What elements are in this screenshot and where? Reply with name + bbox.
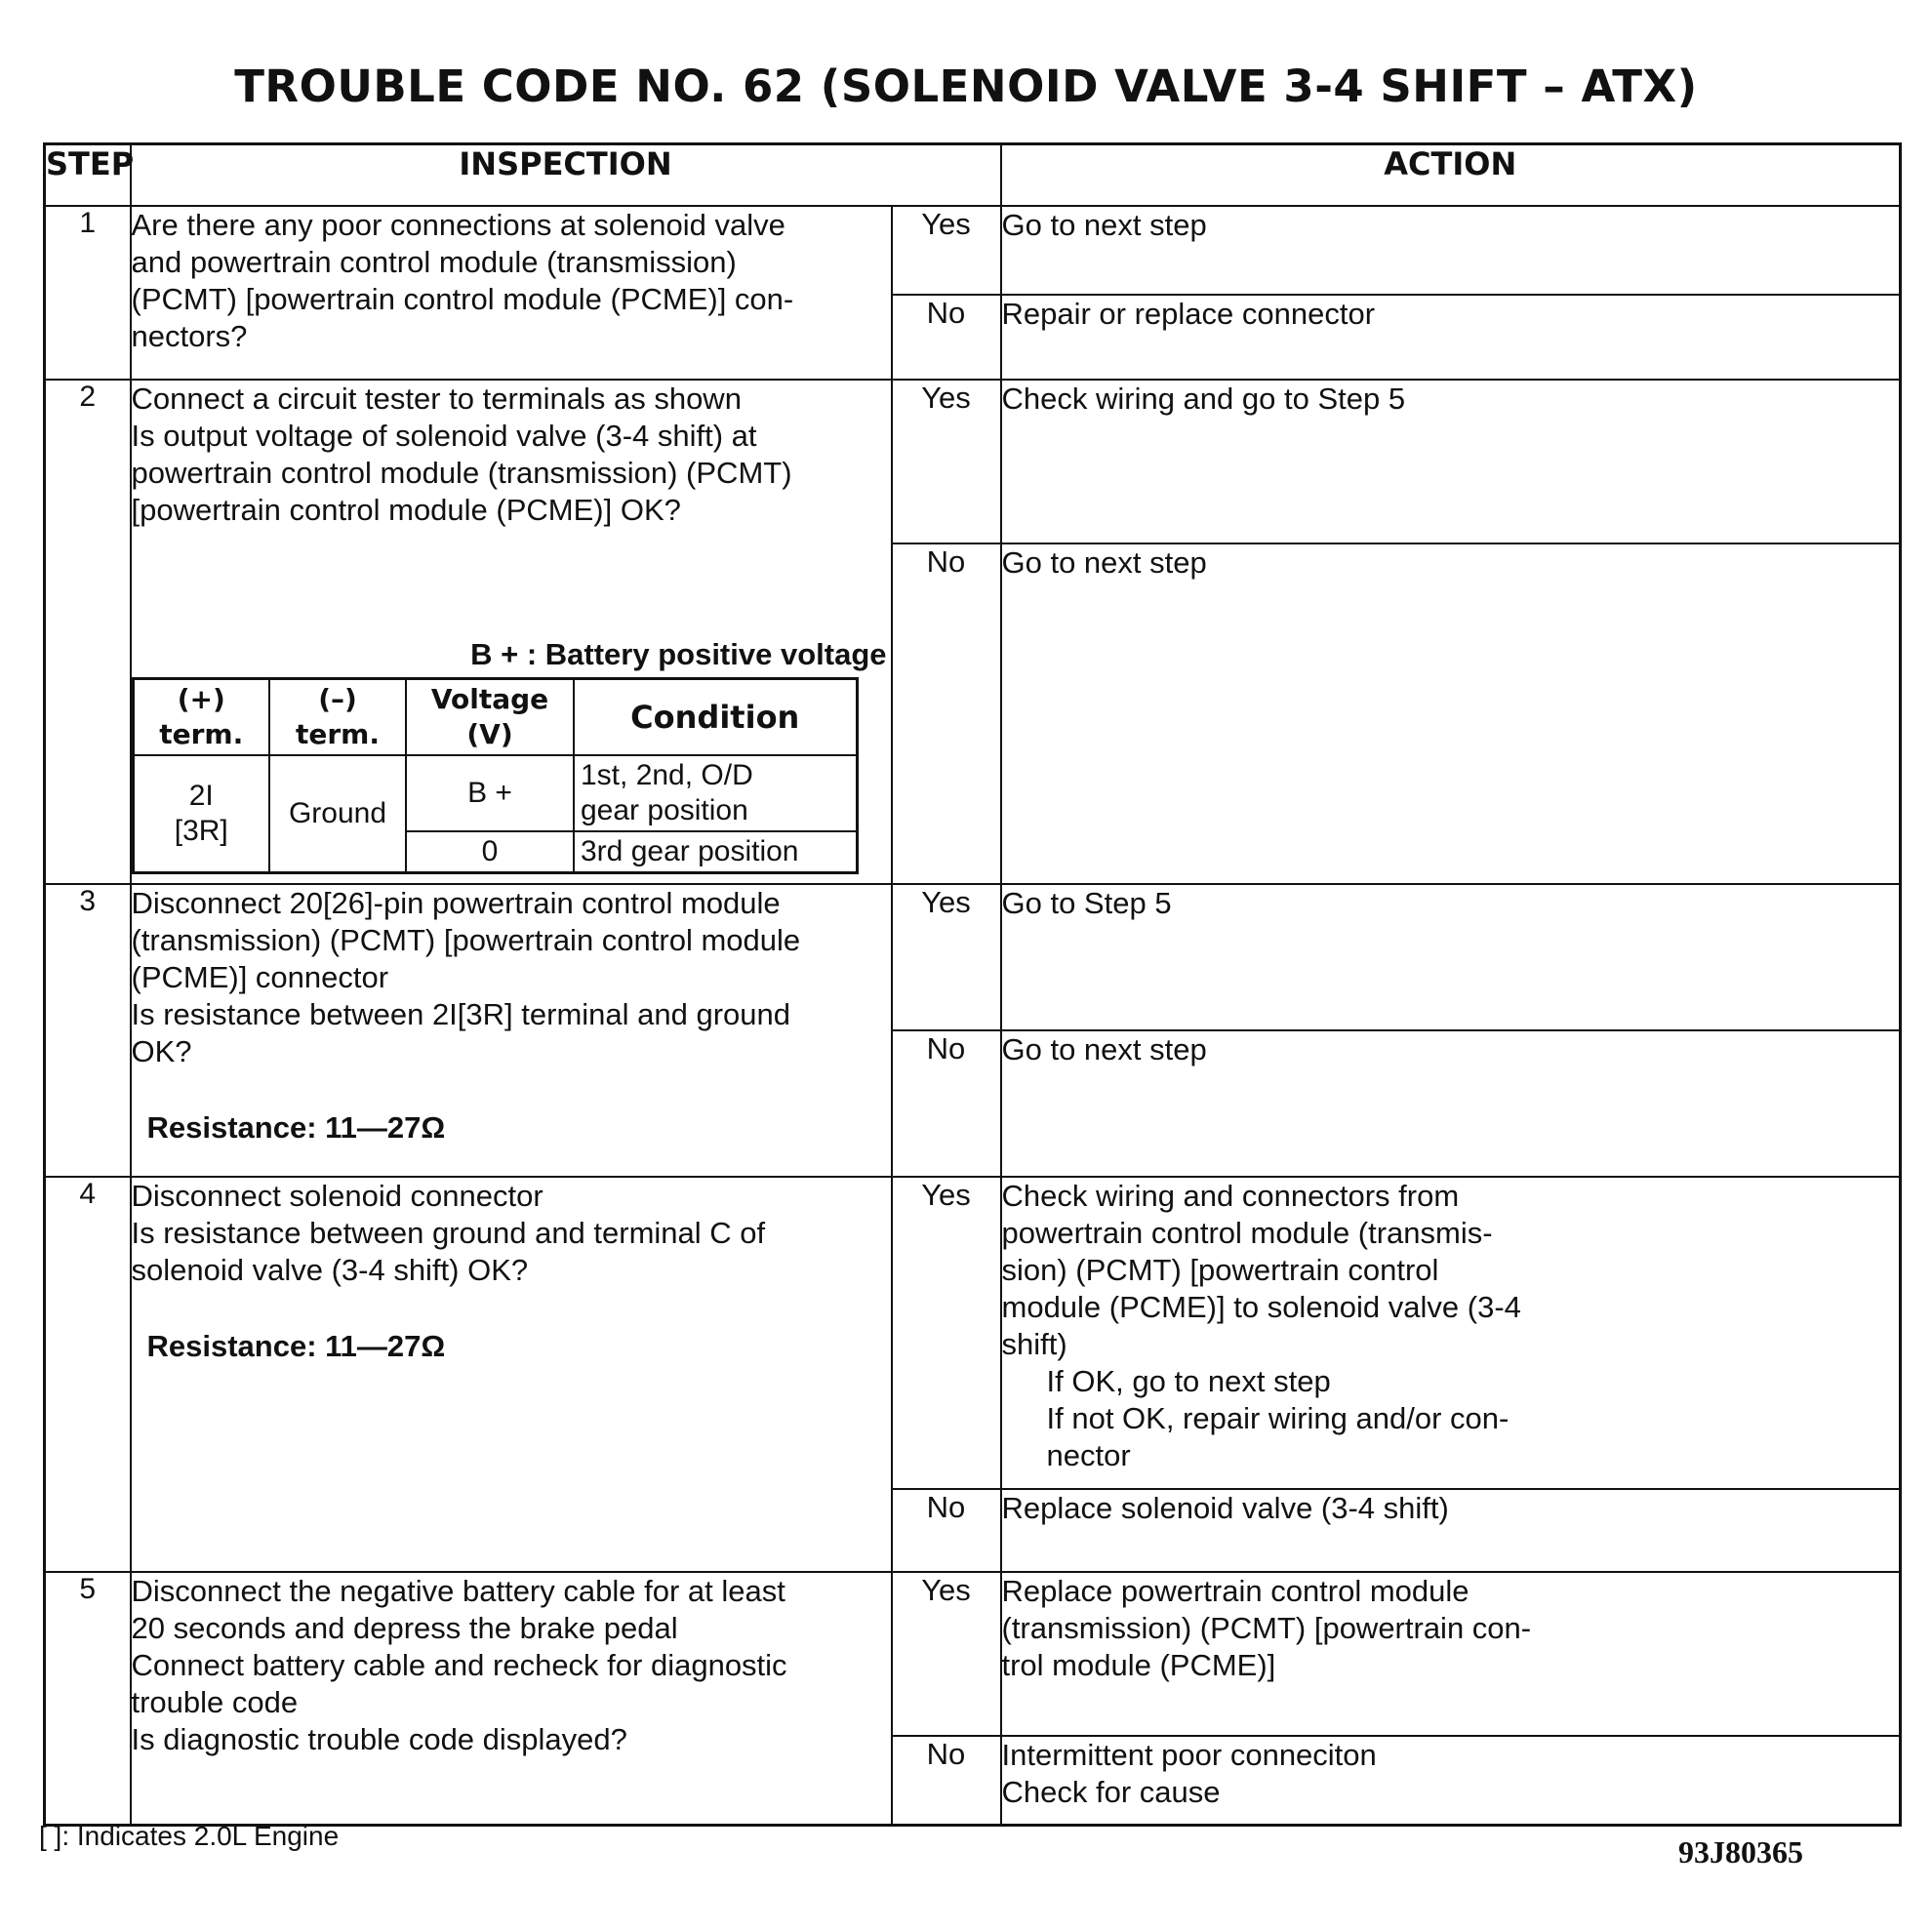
- inspection-line: Is output voltage of solenoid valve (3-4 shift) at: [131, 419, 757, 454]
- no-label: No: [892, 543, 1001, 884]
- inspection-cell: [131, 884, 892, 1177]
- yes-action: Check wiring and go to Step 5: [1001, 380, 1901, 543]
- inspection-line: OK?: [131, 1033, 192, 1068]
- yes-label: Yes: [892, 206, 1001, 295]
- table-row: [45, 1572, 1901, 1736]
- inspection-line: nectors?: [131, 318, 248, 353]
- yes-action: Go to Step 5: [1001, 884, 1901, 1030]
- yes-label: Yes: [892, 884, 1001, 1030]
- condition-header: Condition: [574, 679, 857, 756]
- minus-term-value: Ground: [269, 755, 406, 873]
- table-row: [45, 884, 1901, 1030]
- inspection-line: trouble code: [131, 1685, 299, 1720]
- inspection-line: Disconnect the negative battery cable for at least: [131, 1574, 785, 1609]
- voltage-header: Voltage (V): [406, 679, 574, 756]
- inspection-line: solenoid valve (3-4 shift) OK?: [131, 1252, 529, 1287]
- plus-term-header: (+) term.: [133, 679, 269, 756]
- inspection-line: and powertrain control module (transmission): [131, 244, 737, 279]
- battery-voltage-note: B + : Battery positive voltage: [470, 637, 887, 672]
- no-label: No: [892, 1030, 1001, 1177]
- step-number: 1: [45, 206, 131, 380]
- inspection-line: Are there any poor connections at solenoid valve: [131, 207, 785, 242]
- step-number: 2: [45, 380, 131, 884]
- inspection-cell: [131, 1177, 892, 1572]
- table-row: [45, 380, 1901, 543]
- yes-action: Check wiring and connectors from powertrain control module (transmis- sion) (PCMT) [powertrain control module (PCME)] to solenoid valve (3-4 shift) If OK, go to next step If not OK, repair wiring and/or con- nector: [1001, 1177, 1901, 1489]
- yes-label: Yes: [892, 380, 1001, 543]
- no-action: Intermittent poor conneciton Check for cause: [1001, 1736, 1901, 1825]
- condition-value: 1st, 2nd, O/D gear position: [574, 755, 857, 831]
- inspection-line: 20 seconds and depress the brake pedal: [131, 1611, 678, 1646]
- action-header: ACTION: [1001, 144, 1901, 206]
- table-header-row: [45, 144, 1901, 206]
- inspection-line: (PCME)] connector: [131, 959, 389, 994]
- step-number: 5: [45, 1572, 131, 1825]
- inspection-line: (PCMT) [powertrain control module (PCME)] con-: [131, 281, 794, 316]
- inspection-line: Is diagnostic trouble code displayed?: [131, 1722, 627, 1757]
- no-label: No: [892, 1489, 1001, 1572]
- footnote: [ ]: Indicates 2.0L Engine: [39, 1821, 340, 1851]
- inspection-line: powertrain control module (transmission) (PCMT): [131, 456, 792, 491]
- minus-term-header: (–) term.: [269, 679, 406, 756]
- inspection-line: Is resistance between 2I[3R] terminal and ground: [131, 996, 790, 1031]
- voltage-value: B +: [406, 755, 574, 831]
- trouble-code-table: [43, 142, 1902, 1827]
- resistance-spec: Resistance: 11—27Ω: [146, 1328, 446, 1363]
- no-action: Repair or replace connector: [1001, 295, 1901, 380]
- step-header: STEP: [45, 144, 131, 206]
- inspection-cell: [131, 1572, 892, 1825]
- table-row: [45, 1177, 1901, 1489]
- yes-action: Go to next step: [1001, 206, 1901, 295]
- reference-code: 93J80365: [1678, 1834, 1803, 1870]
- yes-label: Yes: [892, 1177, 1001, 1489]
- inspection-line: Is resistance between ground and terminal C of: [131, 1215, 766, 1250]
- voltage-table: [132, 677, 859, 874]
- no-label: No: [892, 295, 1001, 380]
- inspection-cell: [131, 380, 892, 884]
- no-action: Go to next step: [1001, 1030, 1901, 1177]
- step-number: 4: [45, 1177, 131, 1572]
- table-row: [45, 206, 1901, 295]
- no-action: Replace solenoid valve (3-4 shift): [1001, 1489, 1901, 1572]
- yes-action: Replace powertrain control module (transmission) (PCMT) [powertrain con- trol module (PCME)]: [1001, 1572, 1901, 1736]
- inspection-line: Connect battery cable and recheck for diagnostic: [131, 1648, 787, 1683]
- resistance-spec: Resistance: 11—27Ω: [146, 1109, 446, 1145]
- inspection-line: [powertrain control module (PCME)] OK?: [131, 493, 681, 528]
- inspection-line: Disconnect 20[26]-pin powertrain control module: [131, 885, 781, 920]
- plus-term-value: 2I [3R]: [133, 755, 269, 873]
- no-label: No: [892, 1736, 1001, 1825]
- condition-value: 3rd gear position: [574, 831, 857, 873]
- step-number: 3: [45, 884, 131, 1177]
- inspection-line: Disconnect solenoid connector: [131, 1178, 543, 1213]
- inspection-line: Connect a circuit tester to terminals as shown: [131, 382, 742, 417]
- no-action: Go to next step: [1001, 543, 1901, 884]
- yes-label: Yes: [892, 1572, 1001, 1736]
- inspection-line: (transmission) (PCMT) [powertrain control module: [131, 922, 801, 957]
- inspection-header: INSPECTION: [131, 144, 1001, 206]
- inspection-cell: [131, 206, 892, 380]
- voltage-value: 0: [406, 831, 574, 873]
- page-title: TROUBLE CODE NO. 62 (SOLENOID VALVE 3-4 SHIFT – ATX): [234, 60, 1698, 112]
